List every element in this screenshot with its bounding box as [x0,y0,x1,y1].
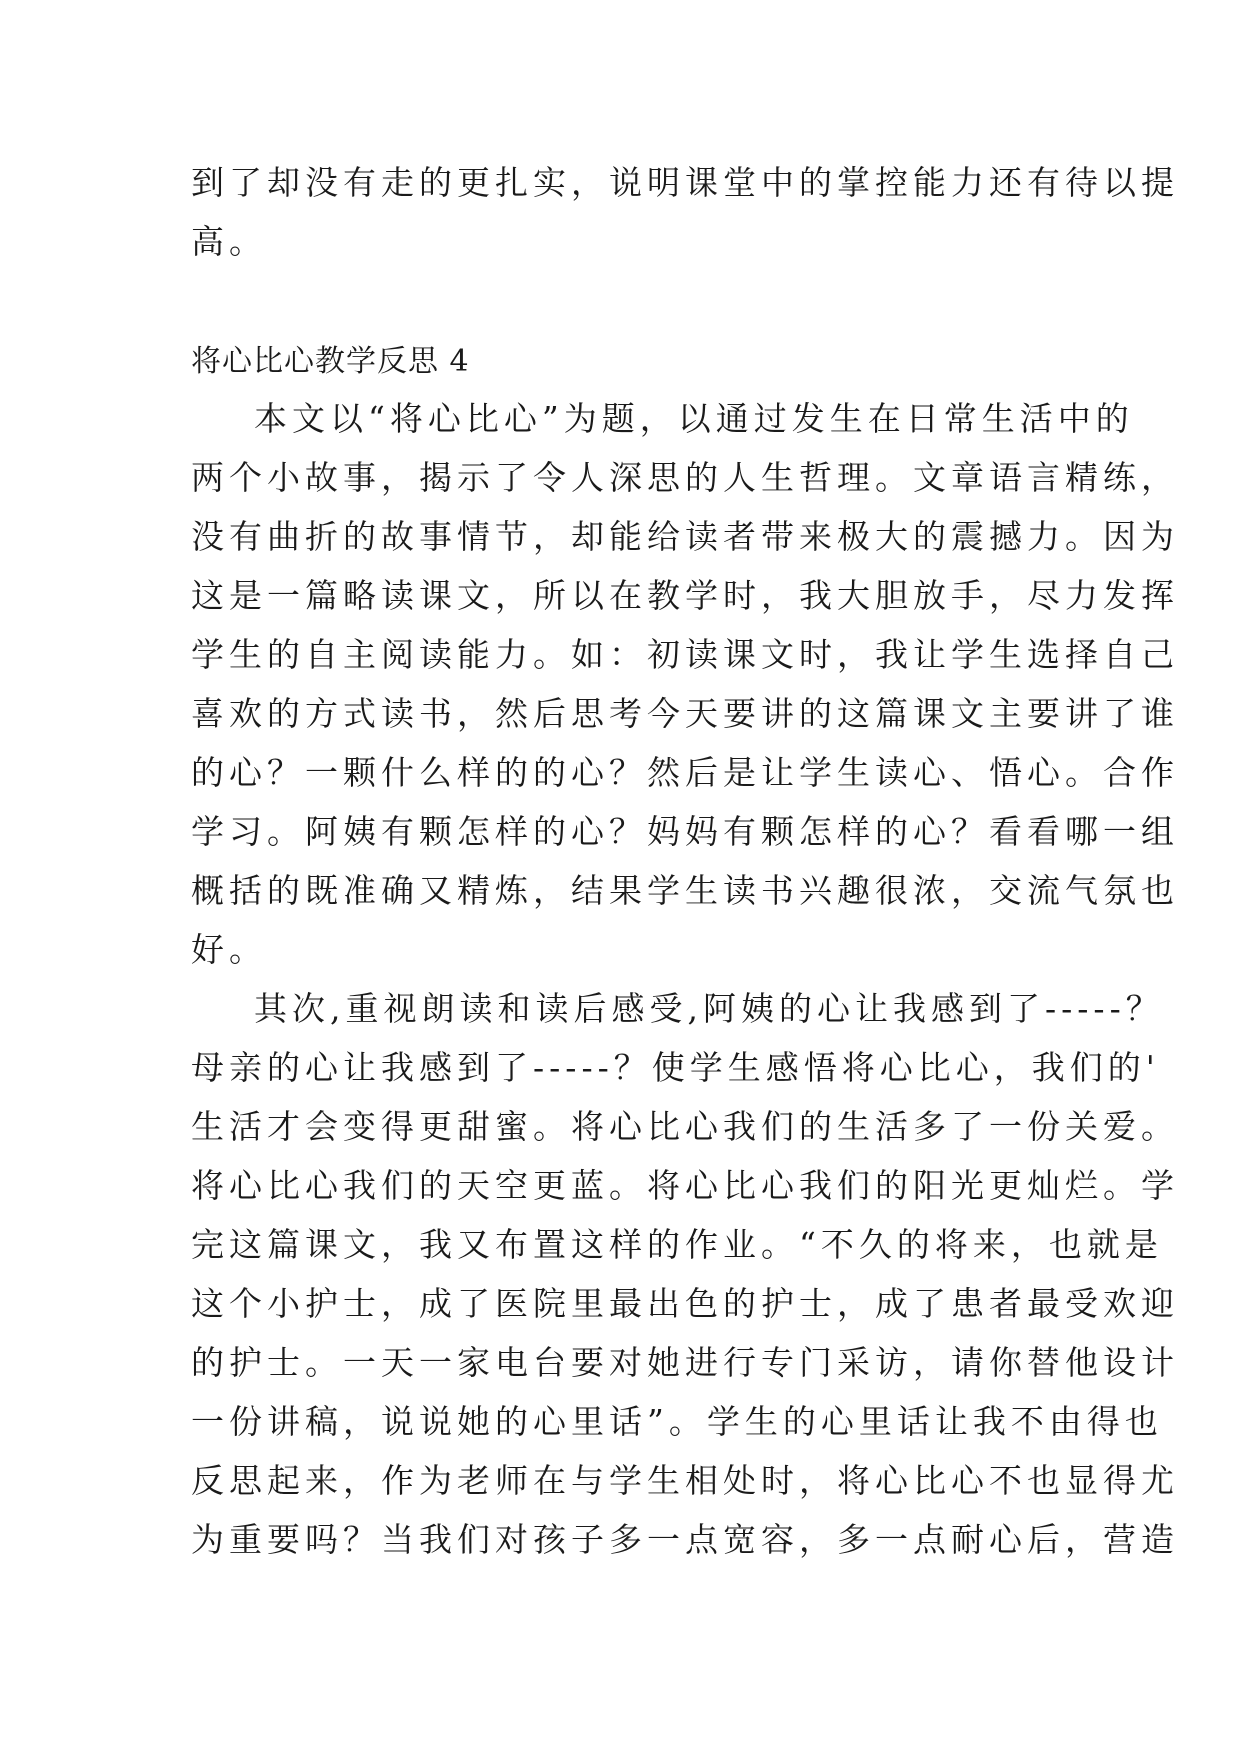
paragraph-line: 母亲的心让我感到了-----？使学生感悟将心比心，我们的' [191,1048,1160,1087]
paragraph-line: 完这篇课文，我又布置这样的作业。“不久的将来，也就是 [191,1225,1163,1264]
section-heading: 将心比心教学反思 4 [191,344,470,379]
paragraph-line: 好。 [191,930,267,969]
paragraph-line: 反思起来，作为老师在与学生相处时，将心比心不也显得尤 [191,1461,1179,1500]
paragraph-line: 的护士。一天一家电台要对她进行专门采访，请你替他设计 [191,1343,1179,1382]
paragraph-line: 本文以“将心比心”为题，以通过发生在日常生活中的 [254,399,1134,438]
paragraph-line: 其次,重视朗读和读后感受,阿姨的心让我感到了-----？ [254,989,1164,1028]
paragraph-line: 概括的既准确又精炼，结果学生读书兴趣很浓，交流气氛也 [191,871,1179,910]
paragraph-line: 生活才会变得更甜蜜。将心比心我们的生活多了一份关爱。 [191,1107,1179,1146]
paragraph-line: 的心？一颗什么样的的心？然后是让学生读心、悟心。合作 [191,753,1179,792]
paragraph-line: 高。 [191,222,267,261]
paragraph-line: 到了却没有走的更扎实，说明课堂中的掌控能力还有待以提 [191,163,1179,202]
paragraph-line: 一份讲稿，说说她的心里话”。学生的心里话让我不由得也 [191,1402,1163,1441]
paragraph-line: 两个小故事，揭示了令人深思的人生哲理。文章语言精练， [191,458,1179,497]
paragraph-line: 这个小护士，成了医院里最出色的护士，成了患者最受欢迎 [191,1284,1179,1323]
paragraph-line: 学生的自主阅读能力。如：初读课文时，我让学生选择自己 [191,635,1179,674]
paragraph-line: 学习。阿姨有颗怎样的心？妈妈有颗怎样的心？看看哪一组 [191,812,1179,851]
paragraph-line: 没有曲折的故事情节，却能给读者带来极大的震撼力。因为 [191,517,1179,556]
paragraph-line: 为重要吗？当我们对孩子多一点宽容，多一点耐心后，营造 [191,1520,1179,1559]
paragraph-line: 喜欢的方式读书，然后思考今天要讲的这篇课文主要讲了谁 [191,694,1179,733]
paragraph-line: 这是一篇略读课文，所以在教学时，我大胆放手，尽力发挥 [191,576,1179,615]
paragraph-line: 将心比心我们的天空更蓝。将心比心我们的阳光更灿烂。学 [191,1166,1179,1205]
